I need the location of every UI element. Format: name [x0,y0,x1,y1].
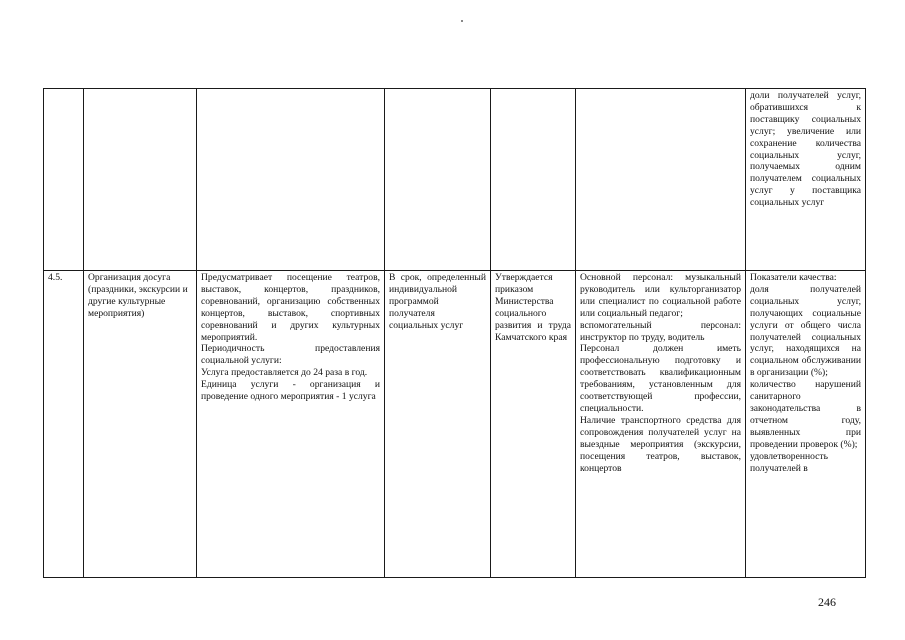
cell-description-empty [197,89,385,271]
service-name: Организация досуга (праздники, экскурсии и другие культурные мероприятия) [88,272,188,319]
cell-service-empty [84,89,197,271]
cell-quality [746,271,866,578]
services-table [43,88,866,578]
cell-staff-empty [576,89,746,271]
scan-artifact [461,20,463,22]
quality-paragraph: удовлетворенность получателей в [750,450,828,474]
quality-paragraph: Показатели качества: [750,272,837,283]
description-paragraph: Предусматривает посещение театров, выставок, концертов, праздников, соревнований, организацию собственных концертов, выставок, спортивных соревнований и других культурных мероприятий. [201,272,380,343]
table-row-4-5 [44,271,866,578]
quality-continuation-text: доли получателей услуг, обратившихся к поставщику социальных услуг; увеличение или сохранение количества социальных услуг, получаемых одним получателем социальных услуг у поставщика социальных услуг [750,90,861,209]
staff-paragraph: Основной персонал: музыкальный руководитель или культорганизатор или специалист по социальной работе или социальный педагог; [580,272,741,319]
quality-paragraph: доля получателей социальных услуг, получающих социальные услуги от общего числа получателей социальных услуг, находящихся на социальном обслуживании в организации (%); [750,283,861,379]
cell-service-name [84,271,197,578]
cell-staff [576,271,746,578]
approval-text: Утверждается приказом Министерства социального развития и труда Камчатского края [495,272,571,343]
cell-quality-continuation [746,89,866,271]
staff-paragraph: вспомогательный персонал: инструктор по труду, водитель [580,319,741,343]
page-number: 246 [818,595,836,609]
staff-paragraph: Наличие транспортного средства для сопровождения получателей услуг на выездные мероприятия (экскурсии, посещения театров, выставок, концертов [580,414,741,474]
term-text: В срок, определенный индивидуальной программой получателя социальных услуг [389,272,486,331]
staff-paragraph: Персонал должен иметь профессиональную подготовку и соответствовать квалификационным требованиям, установленным для соответствующей профессии, специальности. [580,343,741,414]
cell-number [44,271,84,578]
row-number: 4.5. [48,272,63,283]
description-paragraph: Услуга предоставляется до 24 раза в год. [201,367,368,379]
cell-term-empty [385,89,491,271]
description-paragraph: Периодичность предоставления социальной услуги: [201,343,380,367]
cell-approval-empty [491,89,576,271]
quality-paragraph: количество нарушений санитарного законодательства в отчетном году, выявленных при проведении проверок (%); [750,379,861,450]
cell-number-empty [44,89,84,271]
table-row-previous [44,89,866,271]
cell-term [385,271,491,578]
description-paragraph: Единица услуги - организация и проведение одного мероприятия - 1 услуга [201,379,380,403]
cell-description [197,271,385,578]
cell-approval [491,271,576,578]
